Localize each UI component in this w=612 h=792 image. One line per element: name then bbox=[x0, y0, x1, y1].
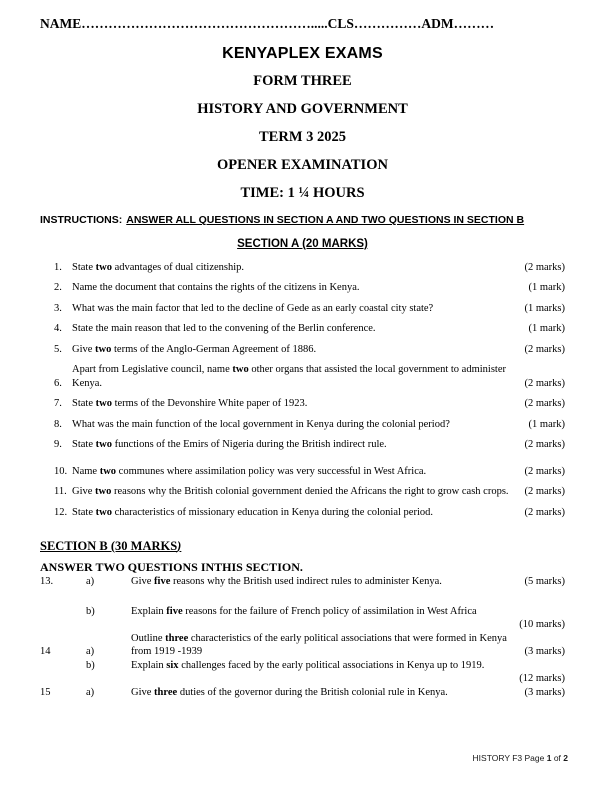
question-text: Give three duties of the governor during the British colonial rule in Kenya. bbox=[131, 686, 448, 698]
section-b-heading-paren: ) bbox=[177, 539, 182, 553]
instructions-text: ANSWER ALL QUESTIONS IN SECTION A AND TWO QUESTIONS IN SECTION B bbox=[126, 214, 525, 226]
question-marks: (2 marks) bbox=[524, 506, 565, 518]
question-marks: (2 marks) bbox=[524, 261, 565, 273]
question-letter: a) bbox=[86, 686, 95, 698]
question-letter: b) bbox=[86, 605, 95, 617]
question-text: Give two reasons why the British colonial government denied the Africans the right to grow cash crops. bbox=[72, 486, 509, 497]
name-cls-adm-line: NAME…………………………………………….....CLS……………ADM……… bbox=[40, 16, 495, 31]
question-letter: a) bbox=[86, 646, 95, 657]
question-row bbox=[54, 506, 565, 520]
question-row bbox=[54, 302, 565, 316]
question-number: 4. bbox=[54, 323, 62, 334]
section-a-heading-text: SECTION A (20 MARKS) bbox=[237, 238, 368, 250]
question-row bbox=[54, 485, 565, 499]
question-text: State two characteristics of missionary education in Kenya during the colonial period. bbox=[72, 506, 433, 518]
question-number: 9. bbox=[54, 439, 62, 450]
page-footer: HISTORY F3 Page 1 of 2 bbox=[472, 753, 568, 763]
section-b-questions bbox=[40, 575, 565, 699]
question-text: Give two terms of the Anglo-German Agreement of 1886. bbox=[72, 343, 317, 355]
question-letter: a) bbox=[86, 576, 95, 587]
question-number: 11. bbox=[54, 486, 67, 497]
question-number: 15 bbox=[40, 686, 51, 698]
question-marks: (2 marks) bbox=[524, 377, 565, 389]
question-row bbox=[54, 322, 565, 336]
question-row bbox=[54, 397, 565, 411]
question-text: Apart from Legislative council, name two other organs that assisted the local government to administer Kenya. bbox=[72, 364, 507, 389]
question-marks: (1 marks) bbox=[524, 302, 565, 314]
exam-board-title: KENYAPLEX EXAMS bbox=[222, 45, 383, 62]
section-b-heading-text: SECTION B (30 MARKS bbox=[40, 539, 178, 553]
question-text: State two advantages of dual citizenship. bbox=[72, 261, 245, 273]
question-row bbox=[54, 261, 565, 275]
question-number: 3. bbox=[54, 302, 62, 314]
section-a-heading bbox=[40, 238, 565, 252]
question-number: 7. bbox=[54, 398, 62, 409]
question-text: State the main reason that led to the convening of the Berlin conference. bbox=[72, 323, 376, 334]
question-row bbox=[40, 659, 565, 673]
question-number: 14 bbox=[40, 646, 51, 657]
question-row bbox=[40, 686, 565, 700]
question-marks: (3 marks) bbox=[524, 646, 565, 657]
question-row bbox=[40, 632, 565, 659]
question-row bbox=[54, 343, 565, 357]
question-marks: (1 mark) bbox=[528, 418, 565, 430]
question-marks: (2 marks) bbox=[524, 439, 565, 450]
answer-instruction: ANSWER TWO QUESTIONS INTHIS SECTION. bbox=[40, 560, 303, 574]
section-b-heading bbox=[40, 539, 565, 553]
term-title: TERM 3 2025 bbox=[259, 129, 346, 145]
question-number: 2. bbox=[54, 282, 62, 293]
question-row bbox=[54, 418, 565, 432]
question-row bbox=[54, 438, 565, 452]
question-text: Name the document that contains the rights of the citizens in Kenya. bbox=[72, 282, 360, 293]
question-marks: (3 marks) bbox=[524, 686, 565, 698]
question-marks: (1 mark) bbox=[528, 323, 565, 334]
section-a-questions bbox=[40, 261, 565, 520]
question-number: 10. bbox=[54, 465, 68, 477]
question-row bbox=[54, 465, 565, 479]
question-number: 13. bbox=[40, 576, 54, 587]
question-marks: (2 marks) bbox=[524, 398, 565, 409]
question-text: Explain five reasons for the failure of French policy of assimilation in West Africa bbox=[131, 605, 477, 617]
question-text: Explain six challenges faced by the early political associations in Kenya up to 1919. bbox=[131, 659, 485, 671]
question-letter: b) bbox=[86, 659, 95, 671]
question-marks: (12 marks) bbox=[519, 673, 565, 684]
exam-type-title: OPENER EXAMINATION bbox=[217, 157, 388, 173]
question-text: Give five reasons why the British used indirect rules to administer Kenya. bbox=[131, 576, 442, 587]
question-number: 1. bbox=[54, 261, 62, 273]
question-row bbox=[40, 575, 565, 589]
question-text: What was the main factor that led to the decline of Gede as an early coastal city state? bbox=[72, 302, 434, 314]
question-number: 5. bbox=[54, 343, 62, 355]
instructions-label: INSTRUCTIONS: bbox=[40, 214, 123, 226]
question-marks: (2 marks) bbox=[524, 486, 565, 497]
question-row bbox=[40, 605, 565, 619]
instructions-line bbox=[40, 214, 565, 227]
question-marks: (5 marks) bbox=[524, 576, 565, 587]
question-number: 8. bbox=[54, 418, 62, 430]
subject-title: HISTORY AND GOVERNMENT bbox=[197, 101, 408, 117]
question-row bbox=[54, 363, 565, 390]
question-marks: (1 mark) bbox=[528, 282, 565, 293]
question-text: State two terms of the Devonshire White paper of 1923. bbox=[72, 398, 308, 409]
question-marks: (2 marks) bbox=[524, 465, 565, 477]
form-title: FORM THREE bbox=[253, 73, 352, 89]
question-row bbox=[54, 281, 565, 295]
question-number: 12. bbox=[54, 506, 68, 518]
question-marks: (2 marks) bbox=[524, 343, 565, 355]
question-marks: (10 marks) bbox=[519, 619, 565, 630]
question-number: 6. bbox=[54, 377, 62, 389]
question-text: Outline three characteristics of the early political associations that were formed in Kenya from 1919 -1939 bbox=[131, 632, 507, 657]
question-text: State two functions of the Emirs of Nigeria during the British indirect rule. bbox=[72, 439, 387, 450]
time-allowed: TIME: 1 ¼ HOURS bbox=[240, 185, 365, 201]
question-text: What was the main function of the local government in Kenya during the colonial period? bbox=[72, 418, 450, 430]
question-text: Name two communes where assimilation policy was very successful in West Africa. bbox=[72, 465, 427, 477]
